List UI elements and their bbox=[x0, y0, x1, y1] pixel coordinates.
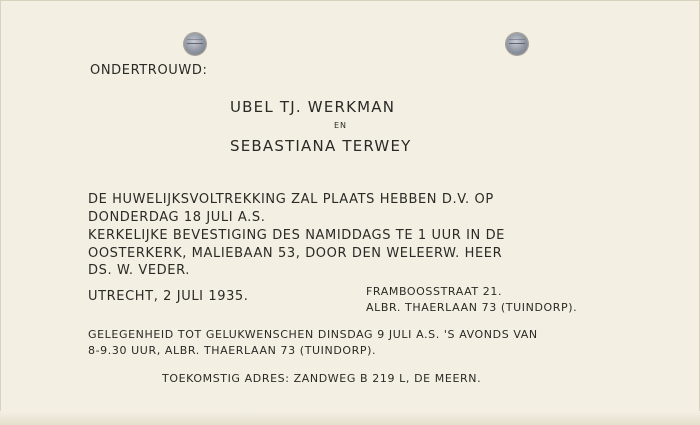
punch-hole-right bbox=[506, 33, 528, 55]
body-line-5: DS. W. VEDER. bbox=[88, 263, 190, 278]
body-line-3: KERKELIJKE BEVESTIGING DES NAMIDDAGS TE 1 UUR IN DE bbox=[88, 228, 505, 243]
punch-hole-left bbox=[184, 33, 206, 55]
reception-line-2: 8-9.30 UUR, ALBR. THAERLAAN 73 (TUINDORP). bbox=[88, 344, 377, 357]
reception-line-1: GELEGENHEID TOT GELUKWENSCHEN DINSDAG 9 JULI A.S. 'S AVONDS VAN bbox=[88, 328, 538, 341]
bride-name: SEBASTIANA TERWEY bbox=[230, 137, 412, 155]
conjunction: EN bbox=[334, 121, 348, 130]
body-line-2: DONDERDAG 18 JULI A.S. bbox=[88, 210, 266, 225]
address-line-2: ALBR. THAERLAAN 73 (TUINDORP). bbox=[366, 301, 578, 314]
place-date: UTRECHT, 2 JULI 1935. bbox=[88, 289, 249, 304]
groom-name: UBEL TJ. WERKMAN bbox=[230, 98, 396, 116]
heading: ONDERTROUWD: bbox=[90, 63, 208, 78]
address-line-1: FRAMBOOSSTRAAT 21. bbox=[366, 285, 503, 298]
title-prefix: DS. bbox=[88, 263, 113, 278]
body-line-4: OOSTERKERK, MALIEBAAN 53, DOOR DEN WELEERW. HEER bbox=[88, 246, 503, 261]
body-line-1: DE HUWELIJKSVOLTREKKING ZAL PLAATS HEBBEN D.V. OP bbox=[88, 192, 494, 207]
future-address: TOEKOMSTIG ADRES: ZANDWEG B 219 L, DE MEERN. bbox=[162, 372, 482, 385]
